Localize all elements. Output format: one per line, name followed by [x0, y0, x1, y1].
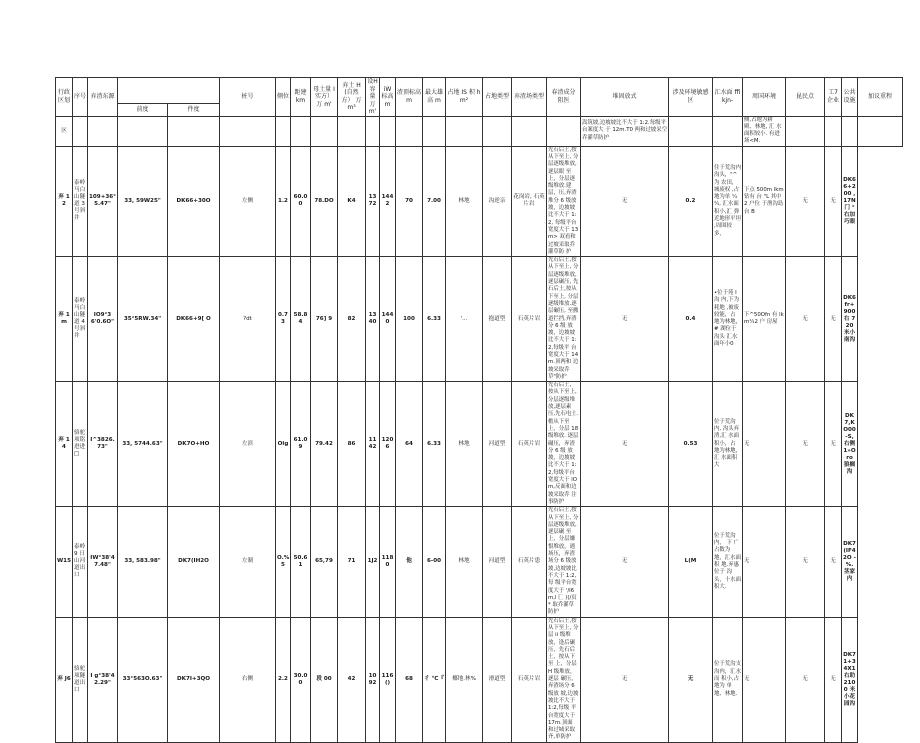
residents-cell: 无 [743, 507, 786, 617]
header-site-type: 弃渣场类型 [512, 78, 547, 117]
header-elev-top: iW 标高 m [380, 78, 396, 117]
residents-cell: 下点 500m lkm 钻有 台 "L 其中 2 户位 于渔沟島 台 B [743, 146, 786, 256]
fill-volume-cell: 段 00 [311, 617, 338, 742]
header-eco-zone: 涉及环境敏感 区 [669, 78, 713, 117]
water-area-cell: 0.2 [669, 146, 713, 256]
side-cell: 左滨 [220, 382, 276, 507]
header-water: 汇水面 ffikjn- [713, 78, 743, 117]
industry-cell: 无 [786, 257, 825, 382]
header-public: 公共设施 [842, 78, 858, 117]
capacity-cell: 86 [338, 382, 366, 507]
elev-top-cell: 1092 [366, 617, 380, 742]
cut-volume-cell: 58.84 [291, 257, 311, 382]
longitude-cell: I g°38'42.29" [88, 617, 118, 742]
table-row [56, 257, 903, 382]
elev-foot-cell: 1180 [380, 507, 396, 617]
longitude-cell: 109+36°5.47" [88, 146, 118, 256]
chainage-cell: DK66+30O [168, 146, 220, 256]
table-body [56, 146, 903, 742]
industry-cell: 无 [786, 382, 825, 507]
area-cell: 6.33 [423, 382, 446, 507]
water-area-cell: 无 [669, 617, 713, 742]
land-type-cell: 林地 [446, 507, 483, 617]
eco-zone-cell: 无 [581, 507, 669, 617]
soil-type-cell: 石英片患 [512, 507, 547, 617]
chainage-cell: DK7(IH2O [168, 507, 220, 617]
latitude-cell: 33, 59W25" [118, 146, 168, 256]
elev-top-cell: 1372 [366, 146, 380, 256]
table-row [56, 382, 903, 507]
header-area: 占地 IS 积 hm² [446, 78, 483, 117]
environment-cell: 侧,占地为耕 殿、林地, 汇 水面积较小. 有进场<M. [743, 116, 786, 146]
plan-cell: DK7,KO00 -S, 右侧 1»Oro 狼榈沟 [842, 382, 858, 507]
elev-top-cell: 1340 [366, 257, 380, 382]
source-cell: 泰岭马白 山隧 道 3 号斜 井 [73, 146, 88, 256]
max-height-cell: 他 [396, 507, 423, 617]
chainage-cell: DK66+9[ O [168, 257, 220, 382]
environment-cell: 位于荒沟内, 沟头弃渣,汇 水面积小，占 地为林地，汇 水面积大 [713, 382, 743, 507]
environment-cell: 住于荒沟内 沟头，"^为 农田，城废权 ,占地为单 ¼¼, 汇水面 积小,汇 弹 近地形平坦 ,周围较多， [713, 146, 743, 256]
latitude-cell: 33°563O.63" [118, 617, 168, 742]
seq-cell: 弃 1m [56, 257, 73, 382]
source-cell: 泰岭 9 日 山河道出 口 [73, 507, 88, 617]
public-cell: 无 [825, 146, 842, 256]
header-environment: 周国环境 [743, 78, 786, 117]
distance-cell: 2.2 [276, 617, 291, 742]
area-cell: 彳 ℃『 [423, 617, 446, 742]
header-cut-volume: 母土量 I 实方） 万 m' [311, 78, 338, 117]
source-cell: 泰岭马白 山隧 道 4 号斜 井 [73, 257, 88, 382]
public-cell: 无 [825, 257, 842, 382]
latitude-cell: 33, 5744.63" [118, 382, 168, 507]
soil-type-cell: 石英片岩 [512, 257, 547, 382]
method-cell: 先石后土,按从下至上, 分层逐级堆放,逐层眼 至上，分层逐级堆放.建 层，压,弃渣堆分 6 级放 坡，边坡坡比不大于 1:2, 每级平台宽度大于 13m> 双看和过坡采取乔灌草防 护 [547, 146, 581, 256]
side-cell: 右侧 [220, 617, 276, 742]
header-distance: 距建 km [291, 78, 311, 117]
land-type-cell: 林地 [446, 382, 483, 507]
distance-cell: O.%5 [276, 507, 291, 617]
method-cell: 先石后土,按从下至上, 分层 ii 级堆放，逢后碾 压，先石后土，按从下至 上，分层 H 级堆放，逐层 碾压，弃渣场分 6 级放 坡,边坡坡比不大于 1:2,每级 平台宽度大于 17m.顶面 和过城采取齐,单防护 [547, 617, 581, 742]
header-coord-lon: 前度 [118, 104, 168, 116]
site-type-cell: 河道型 [483, 382, 512, 507]
elev-foot-cell: 1442 [380, 146, 396, 256]
max-height-cell: 64 [396, 382, 423, 507]
elev-top-cell: 1J2 [366, 507, 380, 617]
cut-volume-cell: 30.00 [291, 617, 311, 742]
header-plan: 加议重程 [858, 78, 903, 117]
elev-foot-cell: 1206 [380, 382, 396, 507]
residents-cell: 无 [743, 382, 786, 507]
header-side: 側位 [276, 78, 291, 117]
header-industry: 工7 企业 [825, 78, 842, 117]
area-cell: 6-00 [423, 507, 446, 617]
header-region: 行政区划 [56, 78, 73, 117]
residents-cell: 下^50Ofn 有 lkm¼2 户 房屋 [743, 257, 786, 382]
header-source: 弃渣东源 [88, 78, 118, 117]
latitude-cell: 33, 583.98" [118, 507, 168, 617]
header-soil-type: 春渣成分 阻医 [547, 78, 581, 117]
seq-cell: 弃 12 [56, 146, 73, 256]
fill-volume-cell: 65,79 [311, 507, 338, 617]
land-type-cell: 椰地.林% [446, 617, 483, 742]
capacity-cell: 71 [338, 507, 366, 617]
header-land-type: 占地类型 [483, 78, 512, 117]
seq-cell: 弃 14 [56, 382, 73, 507]
plan-cell: DK6fr+900 右 720 米小 南沟 [842, 257, 858, 382]
eco-zone-cell: 无 [581, 146, 669, 256]
distance-cell: 0.73 [276, 257, 291, 382]
spoil-site-table-sheet [55, 77, 892, 741]
distance-cell: 1.2 [276, 146, 291, 256]
area-cell: 6.33 [423, 257, 446, 382]
source-cell: 骆驼项铭 进进□ [73, 382, 88, 507]
method-cell: 先石后土,按从下至上, 分层逐级堆放,逐层碾 至上，分层嫌恨堆放，遇 场压，弃渣场分 6 级放 坡,边坡坡比不大于 1:2,每 级平台宽度大于 '/l6m,l 匚 )(/页* 取乔灌草防护 [547, 507, 581, 617]
table-row [56, 617, 903, 742]
soil-type-cell: 石英片岩 [512, 617, 547, 742]
capacity-cell: 82 [338, 257, 366, 382]
header-chainage: 桩号 [220, 78, 276, 117]
land-type-cell: '... [446, 257, 483, 382]
header-coord-lat: 件度 [168, 104, 220, 116]
site-type-cell: 滑道型 [483, 617, 512, 742]
longitude-cell: IW°38'47.48" [88, 507, 118, 617]
elev-top-cell: 1142 [366, 382, 380, 507]
water-area-cell: L(M [669, 507, 713, 617]
max-height-cell: 68 [396, 617, 423, 742]
cut-volume-cell: 60.00 [291, 146, 311, 256]
industry-cell: 无 [786, 146, 825, 256]
fill-volume-cell: 76] 9 [311, 257, 338, 382]
capacity-cell: 42 [338, 617, 366, 742]
industry-cell: 无 [786, 507, 825, 617]
water-area-cell: 0.4 [669, 257, 713, 382]
header-residents: 昆民点 [786, 78, 825, 117]
soil-type-cell: 石英片岩 [512, 382, 547, 507]
area-cell: 7.00 [423, 146, 446, 256]
land-type-cell: 林地 [446, 146, 483, 256]
method-cell: 先石后土，按从下至上, 分层逐级堆放,逐层素 压,先石电土.檐从下至 上，分层 18 级堆放. 逐层碾压，弃渣分 6 级 放坡，边坡坡比不大于 1:2,每级平台宽度大于 lOm,反面和边坡采取乔 注事防护 [547, 382, 581, 507]
table-row-fragment [56, 116, 903, 146]
max-height-cell: 100 [396, 257, 423, 382]
header-fill-volume: 弃土 H (自然方） 万 m³ [338, 78, 366, 117]
header-elev-foot: 渣顶标高 m [396, 78, 423, 117]
eco-zone-cell: 无 [581, 617, 669, 742]
longitude-cell: IO9°36'0.6O" [88, 257, 118, 382]
eco-zone-cell: 无 [581, 382, 669, 507]
chainage-cell: DK7I+3QO [168, 617, 220, 742]
table-row [56, 146, 903, 256]
capacity-cell: K4 [338, 146, 366, 256]
plan-cell: DK7(IF42O -%. 茎家内 [842, 507, 858, 617]
public-cell: 无 [825, 617, 842, 742]
seq-cell: W15 [56, 507, 73, 617]
environment-cell: 位于荒沟内， 下 广占数为 地，汇水面积 地.弃惠位于 沟头，十水面 积大. [713, 507, 743, 617]
source-cell: 骆驼项隧 道出口 [73, 617, 88, 742]
distance-cell: Olg [276, 382, 291, 507]
region-cell: 区 [56, 116, 73, 146]
environment-cell: •位于苑 I 沟 内,下为耗地 ,被废较能，占 地为林地，# 湖位于沟头 汇水面年小0 [713, 257, 743, 382]
header-row [56, 78, 903, 104]
longitude-cell: I^3826.73" [88, 382, 118, 507]
site-type-cell: 河道型 [483, 507, 512, 617]
side-cell: 左侧 [220, 146, 276, 256]
table-row [56, 507, 903, 617]
header-coordinates [118, 78, 220, 104]
eco-zone-cell: 无 [581, 257, 669, 382]
elev-foot-cell: 116() [380, 617, 396, 742]
side-cell: 左制 [220, 507, 276, 617]
header-capacity: 设H 容量 万 m' [367, 78, 378, 115]
environment-cell: 位于荒沟支 沟内，汇水而 积小,占地为 单地、林地. [713, 617, 743, 742]
elev-foot-cell: 1440 [380, 257, 396, 382]
public-cell: 无 [825, 382, 842, 507]
fill-volume-cell: 78.DO [311, 146, 338, 256]
method-cell: 嵩筑坡,边坡坡比不大于 1:2.每级平台案度大 于 12m.T0 两和过坡采空 乔灌草防护 [581, 116, 669, 146]
fill-volume-cell: 79.42 [311, 382, 338, 507]
cut-volume-cell: 61.09 [291, 382, 311, 507]
water-area-cell: 0.53 [669, 382, 713, 507]
header-seq: 序号 [73, 78, 88, 117]
plan-cell: DK66+200 , 17N门 ° 右加巧眼 [842, 146, 858, 256]
industry-cell: 无 [786, 617, 825, 742]
soil-type-cell: 花岗岩, 石英片岩 [512, 146, 547, 256]
site-type-cell: 沟逆亲 [483, 146, 512, 256]
cut-volume-cell: 50.61 [291, 507, 311, 617]
method-cell: 先石后土,按从下至上, 分层逐级堆放,逐层碾压, 先石后土,按从下至上, 分层逐级堆放.逐层碾压, 至搬道拦挡,弃渣分 6 级 放坡，边坡坡比不大于 1:2,每级平 台宽度大于 14m.顶两和 边坡采取乔草"防护 [547, 257, 581, 382]
plan-cell: DK71+34X1 右助 2100 米 小花园沟 [842, 617, 858, 742]
header-method: 堆固放式 [581, 78, 669, 117]
spoil-site-table [55, 77, 903, 743]
residents-cell: 无 [743, 617, 786, 742]
max-height-cell: 70 [396, 146, 423, 256]
site-type-cell: 抱道型 [483, 257, 512, 382]
header-max-height: 最大雄高 m [423, 78, 446, 117]
public-cell: 无 [825, 507, 842, 617]
seq-cell: 弃 J6 [56, 617, 73, 742]
chainage-cell: DK7O+HO [168, 382, 220, 507]
side-cell: ?dt [220, 257, 276, 382]
latitude-cell: 35°5RW.34" [118, 257, 168, 382]
